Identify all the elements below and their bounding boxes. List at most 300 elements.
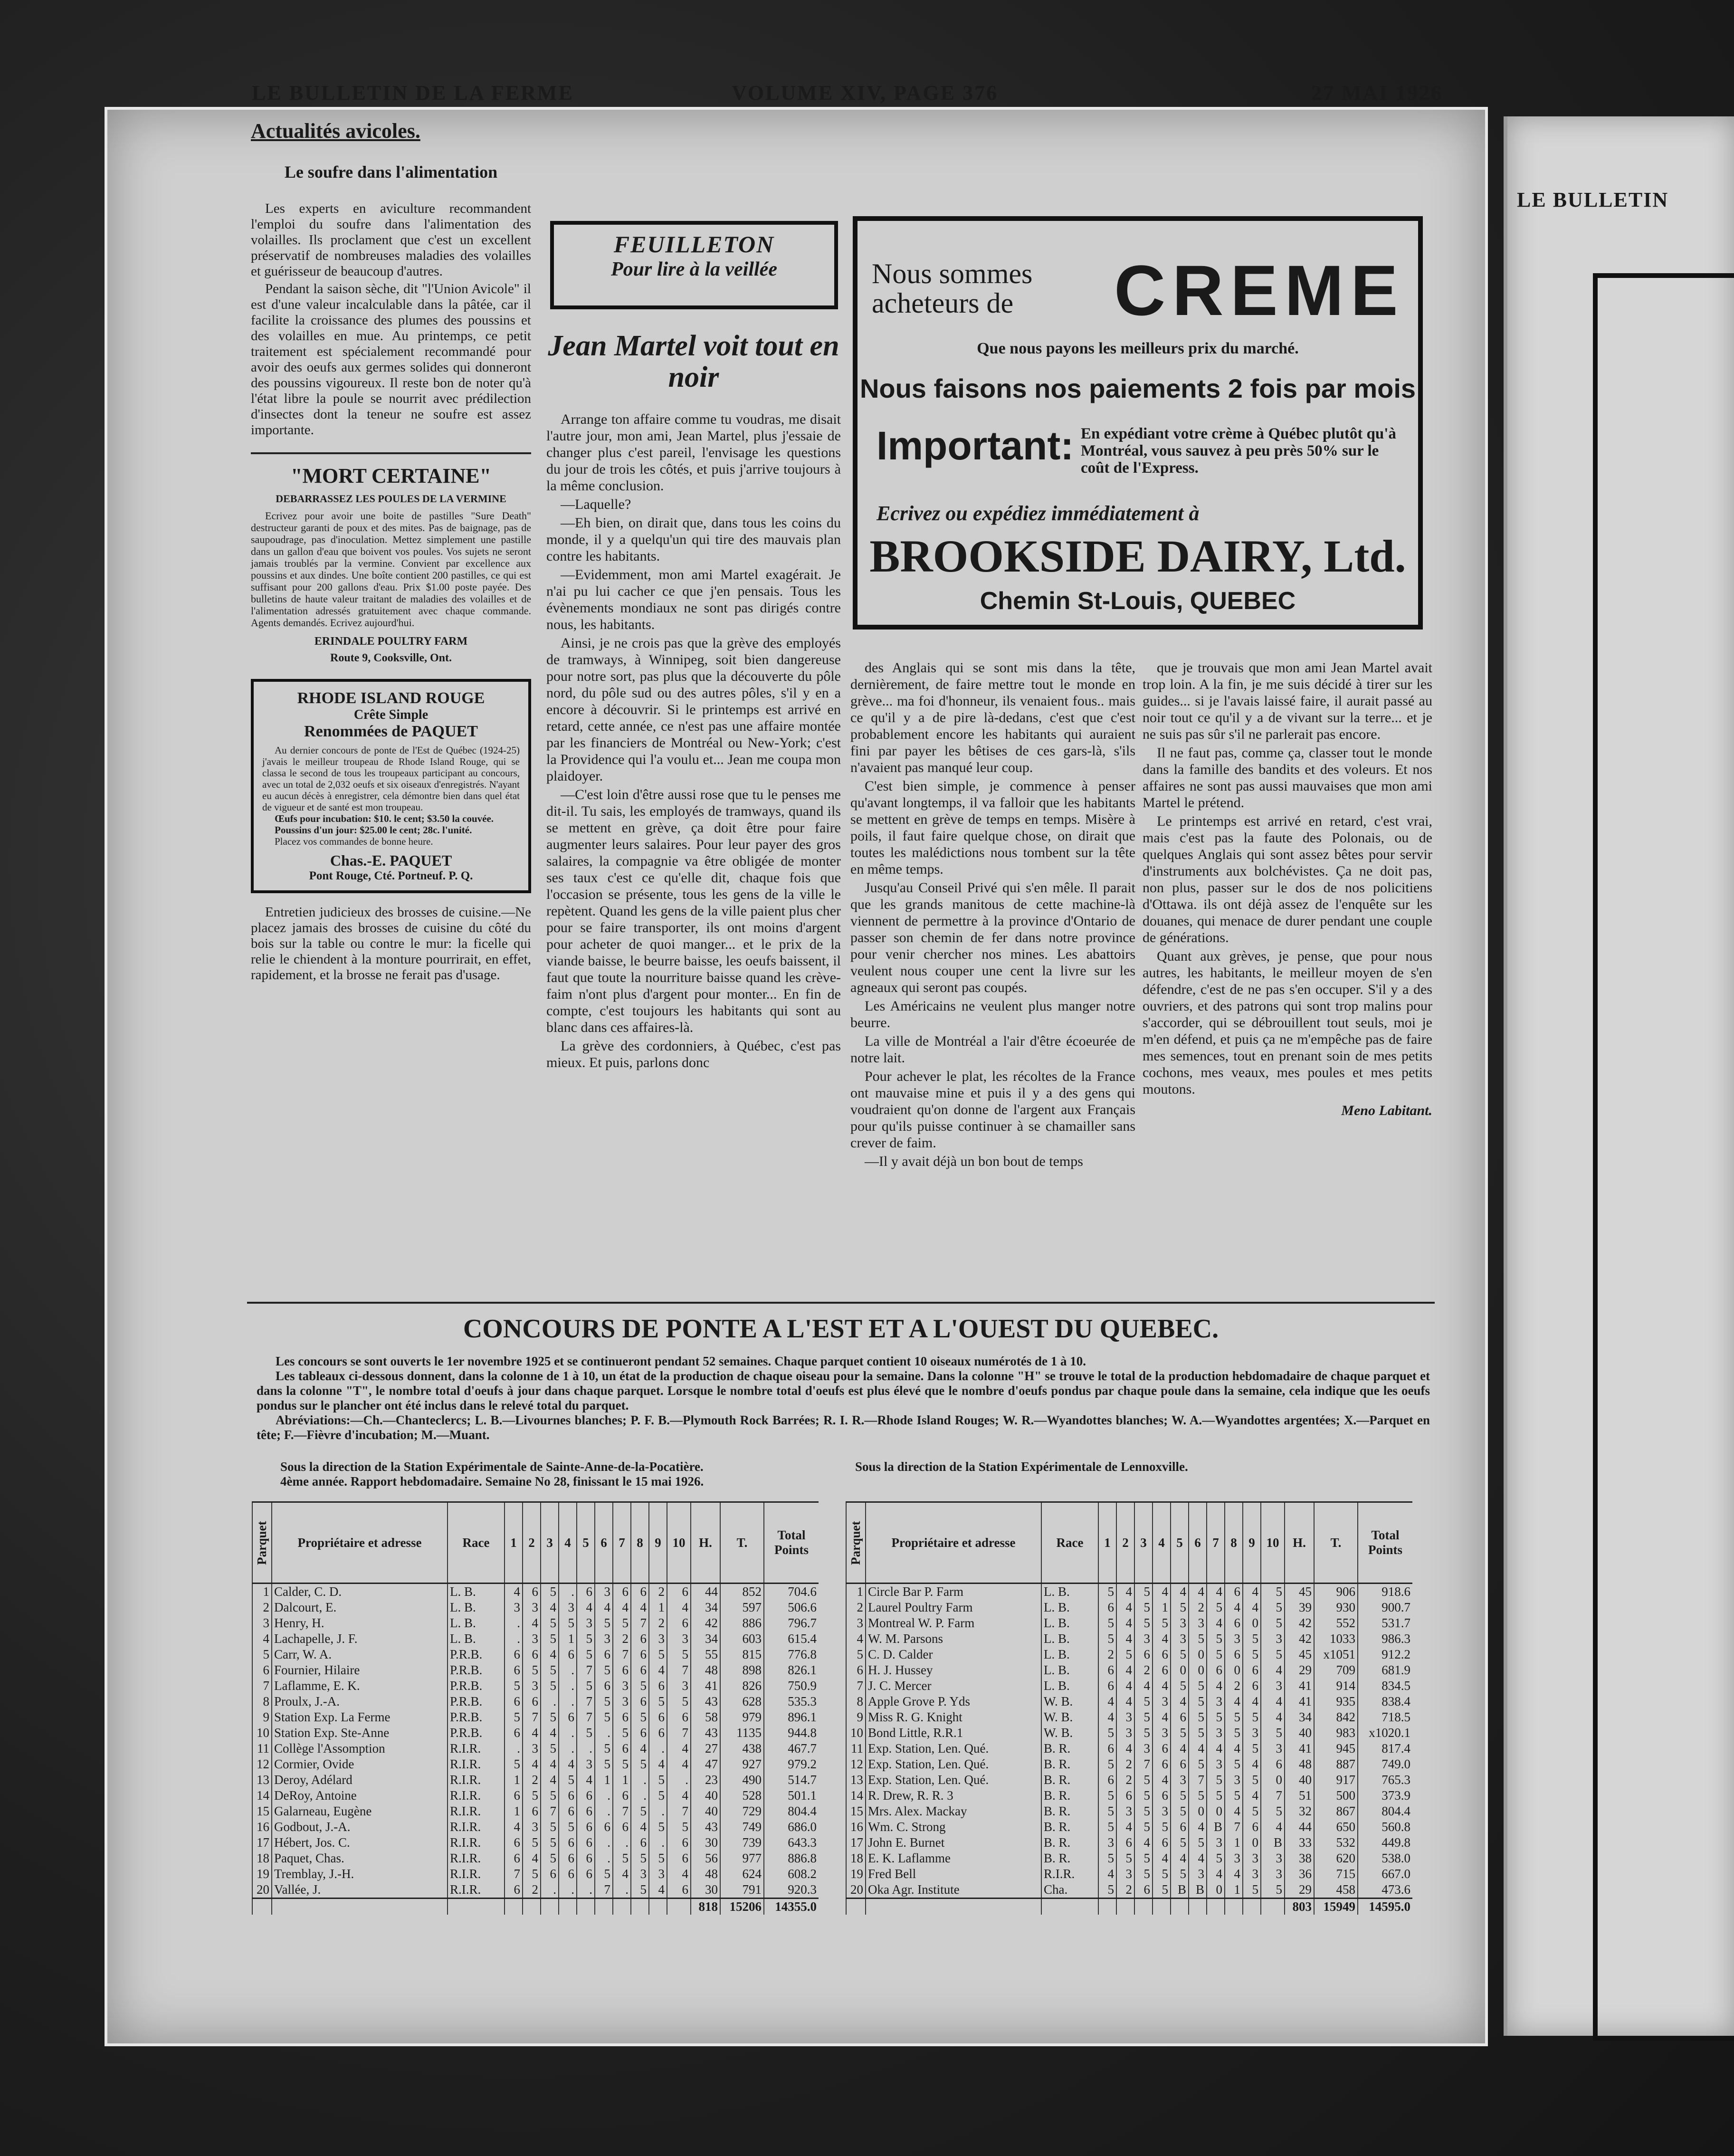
table-cell: 6: [1134, 1647, 1153, 1662]
table-cell: 4: [1243, 1788, 1261, 1803]
table-cell: 0: [1207, 1882, 1225, 1898]
table-cell: 20: [252, 1882, 272, 1898]
table-cell: 5: [1098, 1819, 1116, 1835]
table-cell: 3: [595, 1584, 613, 1600]
table-cell: 749.0: [1358, 1756, 1412, 1772]
facing-page-frame: [1593, 273, 1734, 2041]
table-cell: 506.6: [764, 1600, 819, 1615]
table-cell: 3: [523, 1819, 541, 1835]
left-direction: Sous la direction de la Station Expérimentale de Sainte-Anne-de-la-Pocatière.: [280, 1460, 704, 1474]
table-cell: 5: [1189, 1788, 1207, 1803]
table-cell: 2: [1116, 1756, 1134, 1772]
table-cell: W. B.: [1041, 1709, 1098, 1725]
table-cell: 4: [1134, 1835, 1153, 1851]
table-cell: 4: [252, 1631, 272, 1647]
brushes-article: [251, 905, 531, 983]
table-row: [252, 1835, 819, 1851]
table-cell: 6: [667, 1835, 691, 1851]
table-cell: 1: [595, 1772, 613, 1788]
table-cell: 33: [1285, 1835, 1314, 1851]
table-cell: 0: [1189, 1662, 1207, 1678]
table-cell: Henry, H.: [272, 1615, 448, 1631]
table-cell: 47: [691, 1756, 720, 1772]
table-row: [846, 1819, 1412, 1835]
table-cell: 6: [613, 1709, 631, 1725]
table-cell: 5: [1225, 1788, 1243, 1803]
table-cell: 5: [631, 1678, 649, 1694]
table-cell: 3: [523, 1741, 541, 1756]
table-cell: 7: [667, 1725, 691, 1741]
column-header: 2: [523, 1502, 541, 1584]
feuilleton-title: FEUILLETON: [613, 231, 775, 258]
table-cell: [1041, 1898, 1098, 1915]
table-cell: 7: [1261, 1788, 1285, 1803]
table-cell: 4: [1098, 1694, 1116, 1709]
table-cell: 739: [720, 1835, 764, 1851]
table-cell: 7: [667, 1803, 691, 1819]
table-cell: 44: [691, 1584, 720, 1600]
table-cell: 3: [1225, 1772, 1243, 1788]
table-cell: 6: [595, 1647, 613, 1662]
story-paragraph: Jusqu'au Conseil Privé qui s'en mêle. Il parait que les grands manitous de cette machine-là viennent de permettre à la province d'Ontario de passer son chemin de fer dans notre province pour venir chercher nos mines. Les abattoirs veulent nous couper une cent la livre sur les agneaux qui seront pas coupés.: [850, 880, 1135, 995]
table-cell: 3: [667, 1678, 691, 1694]
table-cell: 7: [577, 1709, 595, 1725]
table-cell: 4: [1153, 1631, 1171, 1647]
table-cell: 12: [846, 1756, 866, 1772]
table-cell: 15: [252, 1803, 272, 1819]
table-cell: Wm. C. Strong: [866, 1819, 1041, 1835]
table-cell: 0: [1243, 1835, 1261, 1851]
table-cell: 5: [541, 1819, 559, 1835]
table-cell: 4: [1261, 1709, 1285, 1725]
table-cell: 3: [1261, 1866, 1285, 1882]
column-header: 1: [1098, 1502, 1116, 1584]
table-cell: L. B.: [1041, 1631, 1098, 1647]
table-cell: 3: [505, 1600, 523, 1615]
table-row: [846, 1678, 1412, 1694]
table-cell: 5: [595, 1615, 613, 1631]
table-cell: R. Drew, R. R. 3: [866, 1788, 1041, 1803]
table-cell: 5: [1171, 1788, 1189, 1803]
table-cell: 6: [505, 1788, 523, 1803]
table-cell: 4: [1171, 1851, 1189, 1866]
table-cell: Deroy, Adélard: [272, 1772, 448, 1788]
table-cell: 0: [1261, 1772, 1285, 1788]
table-cell: 930: [1314, 1600, 1358, 1615]
table-cell: 4: [541, 1756, 559, 1772]
table-cell: 6: [631, 1725, 649, 1741]
table-cell: 4: [631, 1741, 649, 1756]
creme-pay: Que nous payons les meilleurs prix du marché.: [977, 340, 1299, 357]
table-cell: 5: [649, 1772, 667, 1788]
contest-intro: [257, 1354, 1430, 1442]
table-cell: 4: [667, 1788, 691, 1803]
table-cell: 3: [577, 1615, 595, 1631]
table-cell: 1033: [1314, 1631, 1358, 1647]
table-cell: 6: [1098, 1678, 1116, 1694]
table-cell: 1: [505, 1803, 523, 1819]
table-cell: 887: [1314, 1756, 1358, 1772]
table-cell: 628: [720, 1694, 764, 1709]
table-cell: H. J. Hussey: [866, 1662, 1041, 1678]
table-cell: 5: [649, 1694, 667, 1709]
table-row: [252, 1647, 819, 1662]
table-row: [846, 1725, 1412, 1741]
column-header: 9: [649, 1502, 667, 1584]
table-cell: 4: [1189, 1851, 1207, 1866]
column-header: Propriétaire et adresse: [272, 1502, 448, 1584]
table-cell: 40: [1285, 1772, 1314, 1788]
table-cell: 3: [1261, 1631, 1285, 1647]
table-cell: [595, 1898, 613, 1915]
table-cell: L. B.: [448, 1631, 505, 1647]
creme-write: Ecrivez ou expédiez immédiatement à: [877, 502, 1200, 525]
table-cell: 4: [541, 1725, 559, 1741]
table-cell: C. D. Calder: [866, 1647, 1041, 1662]
table-cell: 5: [613, 1756, 631, 1772]
table-cell: 5: [541, 1741, 559, 1756]
brookside-dairy: BROOKSIDE DAIRY, Ltd.: [869, 531, 1406, 582]
table-cell: 5: [252, 1647, 272, 1662]
table-cell: 5: [1098, 1803, 1116, 1819]
table-cell: 4: [1134, 1678, 1153, 1694]
story-paragraph: Il ne faut pas, comme ça, classer tout le monde dans la famille des bandits et des voleurs. Et nos affaires ne sont pas aussi mauvaises que mon ami Martel le prétend.: [1143, 745, 1432, 811]
table-cell: 4: [1207, 1678, 1225, 1694]
table-cell: 4: [1153, 1678, 1171, 1694]
table-cell: x1020.1: [1358, 1725, 1412, 1741]
table-cell: B. R.: [1041, 1788, 1098, 1803]
table-cell: 5: [541, 1615, 559, 1631]
column-header: Propriétaire et adresse: [866, 1502, 1041, 1584]
table-cell: .: [595, 1803, 613, 1819]
article-paragraph: Les experts en aviculture recommandent l'emploi du soufre dans l'alimentation des volailles. Ils proclament que c'est un excellent préservatif de nombreuses maladies des volailles et guérisseur de beaucoup d'autres.: [251, 201, 531, 279]
table-cell: 4: [1116, 1741, 1134, 1756]
table-cell: 5: [1098, 1851, 1116, 1866]
table-cell: R.I.R.: [448, 1756, 505, 1772]
table-cell: 4: [1153, 1772, 1171, 1788]
table-cell: 42: [1285, 1615, 1314, 1631]
table-cell: 5: [1134, 1600, 1153, 1615]
table-cell: 4: [1116, 1819, 1134, 1835]
table-totals-row: [846, 1898, 1412, 1915]
table-cell: 40: [691, 1788, 720, 1803]
table-cell: 5: [577, 1725, 595, 1741]
contest-table-left-wrap: [252, 1501, 819, 1915]
table-cell: 1: [1225, 1835, 1243, 1851]
table-cell: [1098, 1898, 1116, 1915]
table-cell: 6: [559, 1866, 577, 1882]
table-cell: 838.4: [1358, 1694, 1412, 1709]
table-cell: .: [631, 1772, 649, 1788]
table-cell: 6: [523, 1584, 541, 1600]
table-cell: 5: [1189, 1725, 1207, 1741]
table-cell: 6: [523, 1694, 541, 1709]
column-header: Race: [448, 1502, 505, 1584]
left-week: 4ème année. Rapport hebdomadaire. Semaine No 28, finissant le 15 mai 1926.: [280, 1474, 704, 1488]
table-cell: 6: [1153, 1647, 1171, 1662]
table-cell: 6: [1261, 1756, 1285, 1772]
table-cell: 7: [523, 1709, 541, 1725]
table-cell: 11: [252, 1741, 272, 1756]
table-row: [252, 1851, 819, 1866]
creme-word: CREME: [1114, 250, 1405, 330]
table-cell: 5: [1243, 1647, 1261, 1662]
table-cell: Exp. Station, Len. Qué.: [866, 1772, 1041, 1788]
table-cell: 34: [1285, 1709, 1314, 1725]
table-cell: R.I.R.: [448, 1866, 505, 1882]
table-cell: 5: [559, 1615, 577, 1631]
table-cell: 5: [1261, 1882, 1285, 1898]
table-row: [846, 1694, 1412, 1709]
table-cell: 4: [1116, 1678, 1134, 1694]
table-cell: Cormier, Ovide: [272, 1756, 448, 1772]
table-cell: 0: [1171, 1662, 1189, 1678]
table-cell: Dalcourt, E.: [272, 1600, 448, 1615]
table-cell: 6: [577, 1851, 595, 1866]
table-row: [252, 1662, 819, 1678]
table-cell: 986.3: [1358, 1631, 1412, 1647]
table-cell: 4: [631, 1819, 649, 1835]
table-cell: 5: [595, 1662, 613, 1678]
table-row: [252, 1882, 819, 1898]
table-cell: 4: [667, 1600, 691, 1615]
table-cell: 5: [1189, 1835, 1207, 1851]
table-row: [252, 1709, 819, 1725]
table-cell: 5: [1189, 1756, 1207, 1772]
table-cell: 7: [577, 1662, 595, 1678]
table-cell: 3: [595, 1631, 613, 1647]
story-signature: Meno Labitant.: [1341, 1103, 1432, 1118]
table-cell: 4: [505, 1819, 523, 1835]
table-cell: 3: [846, 1615, 866, 1631]
feuilleton-subtitle: Pour lire à la veillée: [611, 258, 777, 280]
table-cell: 5: [1189, 1678, 1207, 1694]
column-header: 5: [577, 1502, 595, 1584]
table-header-row: [846, 1502, 1412, 1584]
table-cell: .: [595, 1851, 613, 1866]
table-cell: 7: [1134, 1756, 1153, 1772]
table-cell: 6: [631, 1647, 649, 1662]
table-cell: 6: [613, 1741, 631, 1756]
erindale-farm: ERINDALE POULTRY FARM: [314, 635, 468, 648]
table-cell: 7: [846, 1678, 866, 1694]
table-cell: 6: [649, 1678, 667, 1694]
table-cell: 5: [1243, 1772, 1261, 1788]
table-cell: .: [613, 1835, 631, 1851]
table-cell: 900.7: [1358, 1600, 1412, 1615]
table-cell: 5: [846, 1647, 866, 1662]
table-cell: 667.0: [1358, 1866, 1412, 1882]
table-cell: L. B.: [1041, 1662, 1098, 1678]
table-cell: [541, 1898, 559, 1915]
rhode-island-sub1: Crête Simple: [353, 707, 429, 722]
table-cell: 6: [846, 1662, 866, 1678]
table-cell: 4: [1116, 1662, 1134, 1678]
table-cell: 796.7: [764, 1615, 819, 1631]
table-cell: 715: [1314, 1866, 1358, 1882]
table-cell: 4: [846, 1631, 866, 1647]
table-cell: 4: [541, 1600, 559, 1615]
table-cell: [1171, 1898, 1189, 1915]
table-cell: 4: [1243, 1756, 1261, 1772]
table-cell: L. B.: [448, 1600, 505, 1615]
table-cell: 804.4: [1358, 1803, 1412, 1819]
table-cell: 4: [1153, 1584, 1171, 1600]
table-cell: 5: [1171, 1866, 1189, 1882]
table-cell: 16: [846, 1819, 866, 1835]
story-paragraph: —C'est loin d'être aussi rose que tu le penses me dit-il. Tu sais, les employés de tramways, quand ils se mettent en grève, ça doit être pour faire augmenter leurs salaires. Pour leur payer des gros salaires, la compagnie va être obligée de monter ses taux c'est ce qu'elle dit, chaque fois que l'occasion se présente, tous les gens de la ville le repètent. Quand les gens de la ville paient plus cher pour se faire transporter, ils ont moins d'argent pour acheter de quoi manger... et le prix de la viande baisse, le beurre baisse, les oeufs baissent, il faut que toute la nourriture baisse quand les crève-faim n'ont plus d'argent pour monter... En fin de compte, c'est toujours les habitants qui sont au blanc dans ces affaires-là.: [546, 787, 841, 1035]
table-cell: 5: [595, 1756, 613, 1772]
table-cell: 977: [720, 1851, 764, 1866]
table-cell: 5: [649, 1788, 667, 1803]
table-cell: 765.3: [1358, 1772, 1412, 1788]
table-cell: 43: [691, 1819, 720, 1835]
table-row: [846, 1803, 1412, 1819]
rhode-island-sub2: Renommées de PAQUET: [304, 723, 478, 740]
table-cell: 912.2: [1358, 1647, 1412, 1662]
table-cell: 4: [649, 1756, 667, 1772]
table-cell: 39: [1285, 1600, 1314, 1615]
table-cell: Apple Grove P. Yds: [866, 1694, 1041, 1709]
table-cell: 11: [846, 1741, 866, 1756]
table-cell: 5: [631, 1756, 649, 1772]
table-cell: 5: [1171, 1803, 1189, 1819]
table-cell: B. R.: [1041, 1835, 1098, 1851]
table-cell: 29: [1285, 1882, 1314, 1898]
table-cell: 4: [1153, 1709, 1171, 1725]
table-cell: 1: [613, 1772, 631, 1788]
table-row: [252, 1694, 819, 1709]
table-cell: 804.4: [764, 1803, 819, 1819]
table-cell: 898: [720, 1662, 764, 1678]
table-cell: .: [559, 1694, 577, 1709]
story-paragraph: des Anglais qui se sont mis dans la tête, dernièrement, de faire mettre tout le monde en grève... ma foi d'honneur, ils venaient fous.. mais ce qu'il y a de pire là-dedans, c'est que c'est probablement encore les habitants qui auraient fini par payer les bêtises de ces gars-là, s'ils n'avaient pas manqué leur coup.: [850, 660, 1135, 775]
table-cell: 6: [613, 1819, 631, 1835]
table-row: [846, 1756, 1412, 1772]
table-row: [846, 1584, 1412, 1600]
table-cell: 10: [846, 1725, 866, 1741]
table-cell: 6: [577, 1866, 595, 1882]
table-cell: 842: [1314, 1709, 1358, 1725]
table-cell: 0: [1189, 1647, 1207, 1662]
table-cell: 3: [1225, 1851, 1243, 1866]
column-header: 5: [1171, 1502, 1189, 1584]
column-1: [251, 119, 531, 985]
table-cell: 449.8: [1358, 1835, 1412, 1851]
table-cell: DeRoy, Antoine: [272, 1788, 448, 1803]
table-row: [252, 1584, 819, 1600]
table-cell: 5: [577, 1647, 595, 1662]
table-cell: 473.6: [1358, 1882, 1412, 1898]
table-cell: 704.6: [764, 1584, 819, 1600]
table-cell: 43: [691, 1694, 720, 1709]
table-cell: 535.3: [764, 1694, 819, 1709]
table-cell: [505, 1898, 523, 1915]
story-title: Jean Martel voit tout en noir: [548, 330, 839, 393]
table-cell: 5: [667, 1694, 691, 1709]
table-cell: 6: [1171, 1819, 1189, 1835]
table-cell: Station Exp. Ste-Anne: [272, 1725, 448, 1741]
table-cell: P.R.B.: [448, 1725, 505, 1741]
table-row: [252, 1725, 819, 1741]
story-paragraph: que je trouvais que mon ami Jean Martel avait trop loin. A la fin, je me suis décidé à tirer sur les guides... si je l'avais laissé faire, il aurait passé au noir tout ce qu'il y a de vivant sur la terre... et je ne suis pas sûr s'il ne parlerait pas encore.: [1143, 660, 1432, 742]
table-cell: 4: [1261, 1819, 1285, 1835]
table-cell: 5: [1207, 1851, 1225, 1866]
column-header: 9: [1243, 1502, 1261, 1584]
table-cell: 603: [720, 1631, 764, 1647]
story-column-2: [546, 411, 841, 1073]
table-cell: Paquet, Chas.: [272, 1851, 448, 1866]
table-row: [846, 1647, 1412, 1662]
table-cell: 3: [1171, 1772, 1189, 1788]
table-cell: 3: [1207, 1835, 1225, 1851]
table-cell: [613, 1898, 631, 1915]
paquet-name: Chas.-E. PAQUET: [330, 852, 452, 869]
table-cell: 5: [541, 1851, 559, 1866]
table-cell: 6: [1098, 1600, 1116, 1615]
table-cell: 6: [505, 1835, 523, 1851]
table-cell: 815: [720, 1647, 764, 1662]
table-cell: 7: [1189, 1772, 1207, 1788]
table-cell: Collège l'Assomption: [272, 1741, 448, 1756]
table-cell: .: [577, 1882, 595, 1898]
table-row: [252, 1803, 819, 1819]
table-cell: 560.8: [1358, 1819, 1412, 1835]
table-row: [846, 1662, 1412, 1678]
table-cell: 6: [1098, 1662, 1116, 1678]
table-cell: 48: [1285, 1756, 1314, 1772]
table-cell: 6: [577, 1803, 595, 1819]
table-cell: 3: [559, 1600, 577, 1615]
table-cell: 3: [1153, 1694, 1171, 1709]
table-cell: B. R.: [1041, 1741, 1098, 1756]
table-cell: 4: [1116, 1584, 1134, 1600]
table-cell: 6: [1225, 1584, 1243, 1600]
table-cell: 3: [523, 1631, 541, 1647]
table-cell: B. R.: [1041, 1756, 1098, 1772]
table-cell: [577, 1898, 595, 1915]
table-cell: 5: [1134, 1772, 1153, 1788]
table-cell: .: [505, 1631, 523, 1647]
table-cell: 5: [1134, 1615, 1153, 1631]
table-cell: 6: [1098, 1741, 1116, 1756]
contest-abbrev: Abréviations:—Ch.—Chanteclercs; L. B.—Livournes blanches; P. F. B.—Plymouth Rock Barrées; R. I. R.—Rhode Island Rouges; W. R.—Wyandottes blanches; W. A.—Wyandottes argentées; X.—Parquet en tête; F.—Fièvre d'incubation; M.—Muant.: [257, 1413, 1430, 1442]
table-cell: 896.1: [764, 1709, 819, 1725]
table-cell: 4: [1225, 1803, 1243, 1819]
table-cell: P.R.B.: [448, 1678, 505, 1694]
table-cell: 56: [691, 1851, 720, 1866]
table-cell: 17: [252, 1835, 272, 1851]
table-cell: 2: [613, 1631, 631, 1647]
table-row: [846, 1741, 1412, 1756]
table-cell: 41: [1285, 1694, 1314, 1709]
table-cell: 5: [1098, 1882, 1116, 1898]
table-cell: 18: [252, 1851, 272, 1866]
contest-title: CONCOURS DE PONTE A L'EST ET A L'OUEST DU QUEBEC.: [463, 1314, 1219, 1344]
table-cell: 776.8: [764, 1647, 819, 1662]
table-cell: 5: [1261, 1615, 1285, 1631]
brookside-address: Chemin St-Louis, QUEBEC: [980, 587, 1296, 615]
table-cell: 5: [1171, 1835, 1189, 1851]
table-cell: 4: [523, 1756, 541, 1772]
table-cell: 7: [613, 1647, 631, 1662]
table-cell: 3: [1261, 1851, 1285, 1866]
table-cell: 4: [613, 1866, 631, 1882]
table-cell: 4: [667, 1866, 691, 1882]
table-cell: 5: [1134, 1584, 1153, 1600]
table-cell: 608.2: [764, 1866, 819, 1882]
table-cell: 1: [1225, 1882, 1243, 1898]
